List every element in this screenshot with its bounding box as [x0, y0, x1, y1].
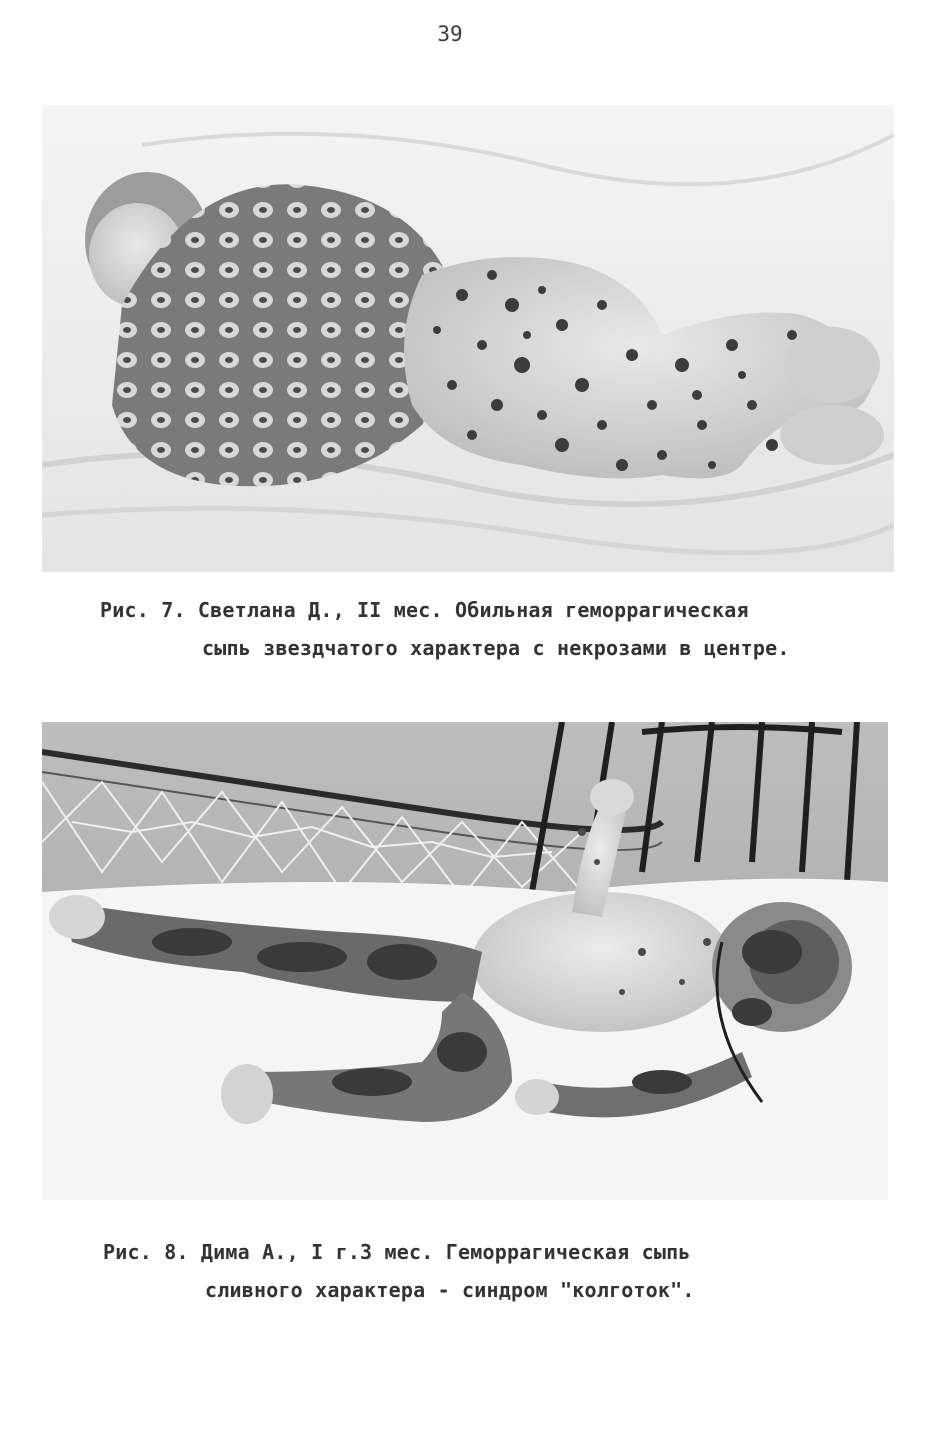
figure-7-caption-line-1: Рис. 7. Светлана Д., II мес. Обильная геморрагическая [100, 598, 749, 622]
figure-7-photo [42, 105, 894, 572]
page-number: 39 [437, 22, 463, 46]
figure-8-caption-line-2: сливного характера - синдром "колготок". [205, 1278, 695, 1302]
figure-7-caption [100, 591, 790, 667]
figure-7-caption-line-2: сыпь звездчатого характера с некрозами в центре. [202, 636, 790, 660]
figure-8-photo [42, 722, 888, 1200]
figure-8-caption-line-1: Рис. 8. Дима А., I г.3 мес. Геморрагическая сыпь [103, 1240, 691, 1264]
figure-8-caption [103, 1233, 695, 1309]
